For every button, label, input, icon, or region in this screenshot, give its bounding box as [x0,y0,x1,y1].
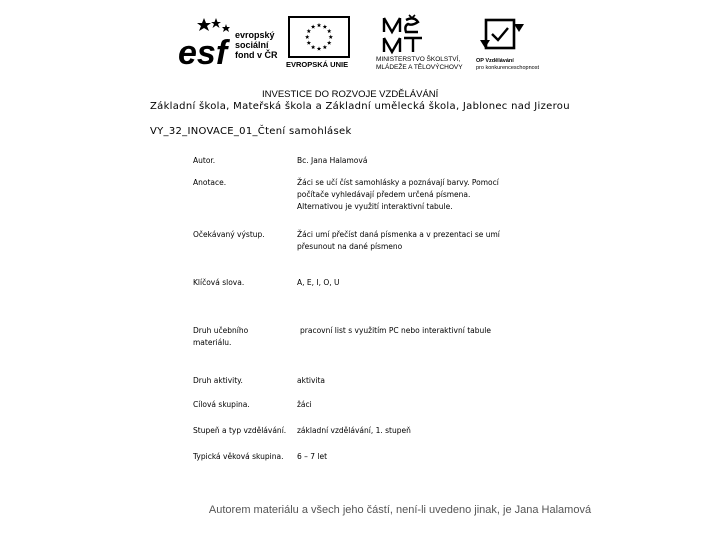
material-code: VY_32_INOVACE_01_Čtení samohlásek [150,126,352,137]
esf-line: fond v ČR [235,50,278,60]
row-label: Stupeň a typ vzdělávání. [193,426,287,435]
row-value: 6 – 7 let [297,452,328,461]
row-label: Autor. [193,156,216,165]
footer-author-note: Autorem materiálu a všech jeho částí, není-li uvedeno jinak, je Jana Halamová [208,504,592,516]
row-value: základní vzdělávání, 1. stupeň [297,426,411,435]
row-value: aktivita [297,376,326,385]
row-value: Bc. Jana Halamová [297,156,368,165]
logo-strip [176,14,539,100]
esf-line: sociální [235,40,269,50]
row-value: žáci [297,400,312,409]
row-value: Žáci umí přečíst daná písmenka a v prezentaci se umí přesunout na dané písmeno [297,230,500,251]
row-value: pracovní list s využitím PC nebo interaktivní tabule [300,326,491,335]
row-value: A, E, I, O, U [297,278,340,287]
msmt-text [376,56,463,71]
msmt-logo [376,14,476,74]
school-name: Základní škola, Mateřská škola a Základní umělecká škola, Jablonec nad Jizerou [150,101,570,112]
row-label: Druh aktivity. [193,376,243,385]
row-label: Cílová skupina. [193,400,250,409]
row-label: Druh učebního materiálu. [193,326,249,347]
row-label: Očekávaný výstup. [193,230,265,239]
eu-label: EVROPSKÁ UNIE [286,60,349,69]
row-label: Typická věková skupina. [193,452,284,461]
row-label: Anotace. [193,178,227,187]
msmt-line: MLÁDEŽE A TĚLOVÝCHOVY [376,63,463,71]
esf-text [235,30,278,60]
op-logo-mark [480,18,524,52]
msmt-line: MINISTERSTVO ŠKOLSTVÍ, [376,56,461,63]
esf-logo-mark [176,16,234,68]
op-text [476,58,539,71]
op-logo [476,14,538,74]
eu-flag-icon [288,16,350,58]
eu-logo [286,14,354,70]
row-value: Žáci se učí číst samohlásky a poznávají barvy. Pomocí počítače vyhledávají předem určená písmena. Alternativou je využití interaktivní tabule. [297,178,499,211]
row-label: Klíčová slova. [193,278,245,287]
msmt-logo-mark [382,14,424,56]
esf-line: evropský [235,30,275,40]
logo-caption: INVESTICE DO ROZVOJE VZDĚLÁVÁNÍ [262,89,439,100]
esf-mark-text: esf [178,34,228,68]
op-line: pro konkurenceschopnost [476,64,539,71]
esf-logo [176,14,280,70]
op-line: OP Vzdělávání [476,58,514,64]
